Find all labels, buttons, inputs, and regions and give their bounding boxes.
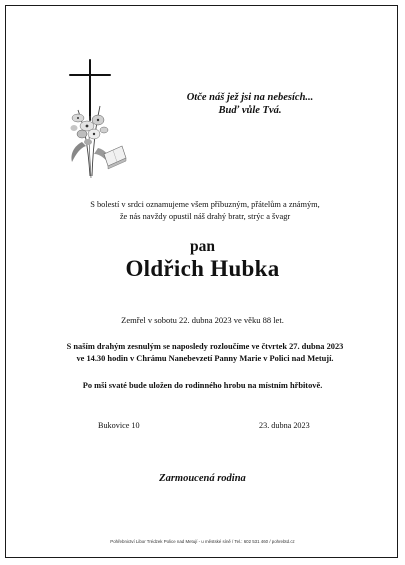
deceased-name: Oldřich Hubka [125,256,280,281]
mourning-family: Zarmoucená rodina [159,473,246,484]
place-of-issue: Bukovice 10 [98,421,140,430]
book-icon [104,146,126,169]
funeral-line-2: ve 14.30 hodin v Chrámu Nanebevzetí Panny Marie v Polici nad Metují. [76,354,334,363]
intro-text [40,199,370,222]
cross-icon [70,60,110,120]
prayer-line-2: Buď vůle Tvá. [218,105,282,116]
funeral-service-footer: Pohřebnictví Libor Trédzek Police nad Metují - u městské síně / Tel.: 602 531 460 / pohrebtd.cz [110,539,295,544]
name-prefix: pan [190,238,215,255]
intro-line-1: S bolestí v srdci oznamujeme všem příbuzným, přátelům a známým, [90,200,320,209]
lily-bouquet-icon [71,106,111,178]
burial-info: Po mši svaté bude uložen do rodinného hrobu na místním hřbitově. [82,381,323,390]
intro-line-2: že nás navždy opustil náš drahý bratr, strýc a švagr [119,211,291,221]
prayer-line-1: Otče náš jež jsi na nebesích... [186,92,314,103]
date-of-issue: 23. dubna 2023 [259,421,310,430]
funeral-line-1: S naším drahým zesnulým se naposledy rozloučíme ve čtvrtek 27. dubna 2023 [66,342,344,351]
prayer-quote [150,91,350,117]
cross-with-flowers-ornament [60,58,150,188]
death-notice: Zemřel v sobotu 22. dubna 2023 ve věku 88 let. [121,315,284,325]
funeral-info [40,341,370,365]
